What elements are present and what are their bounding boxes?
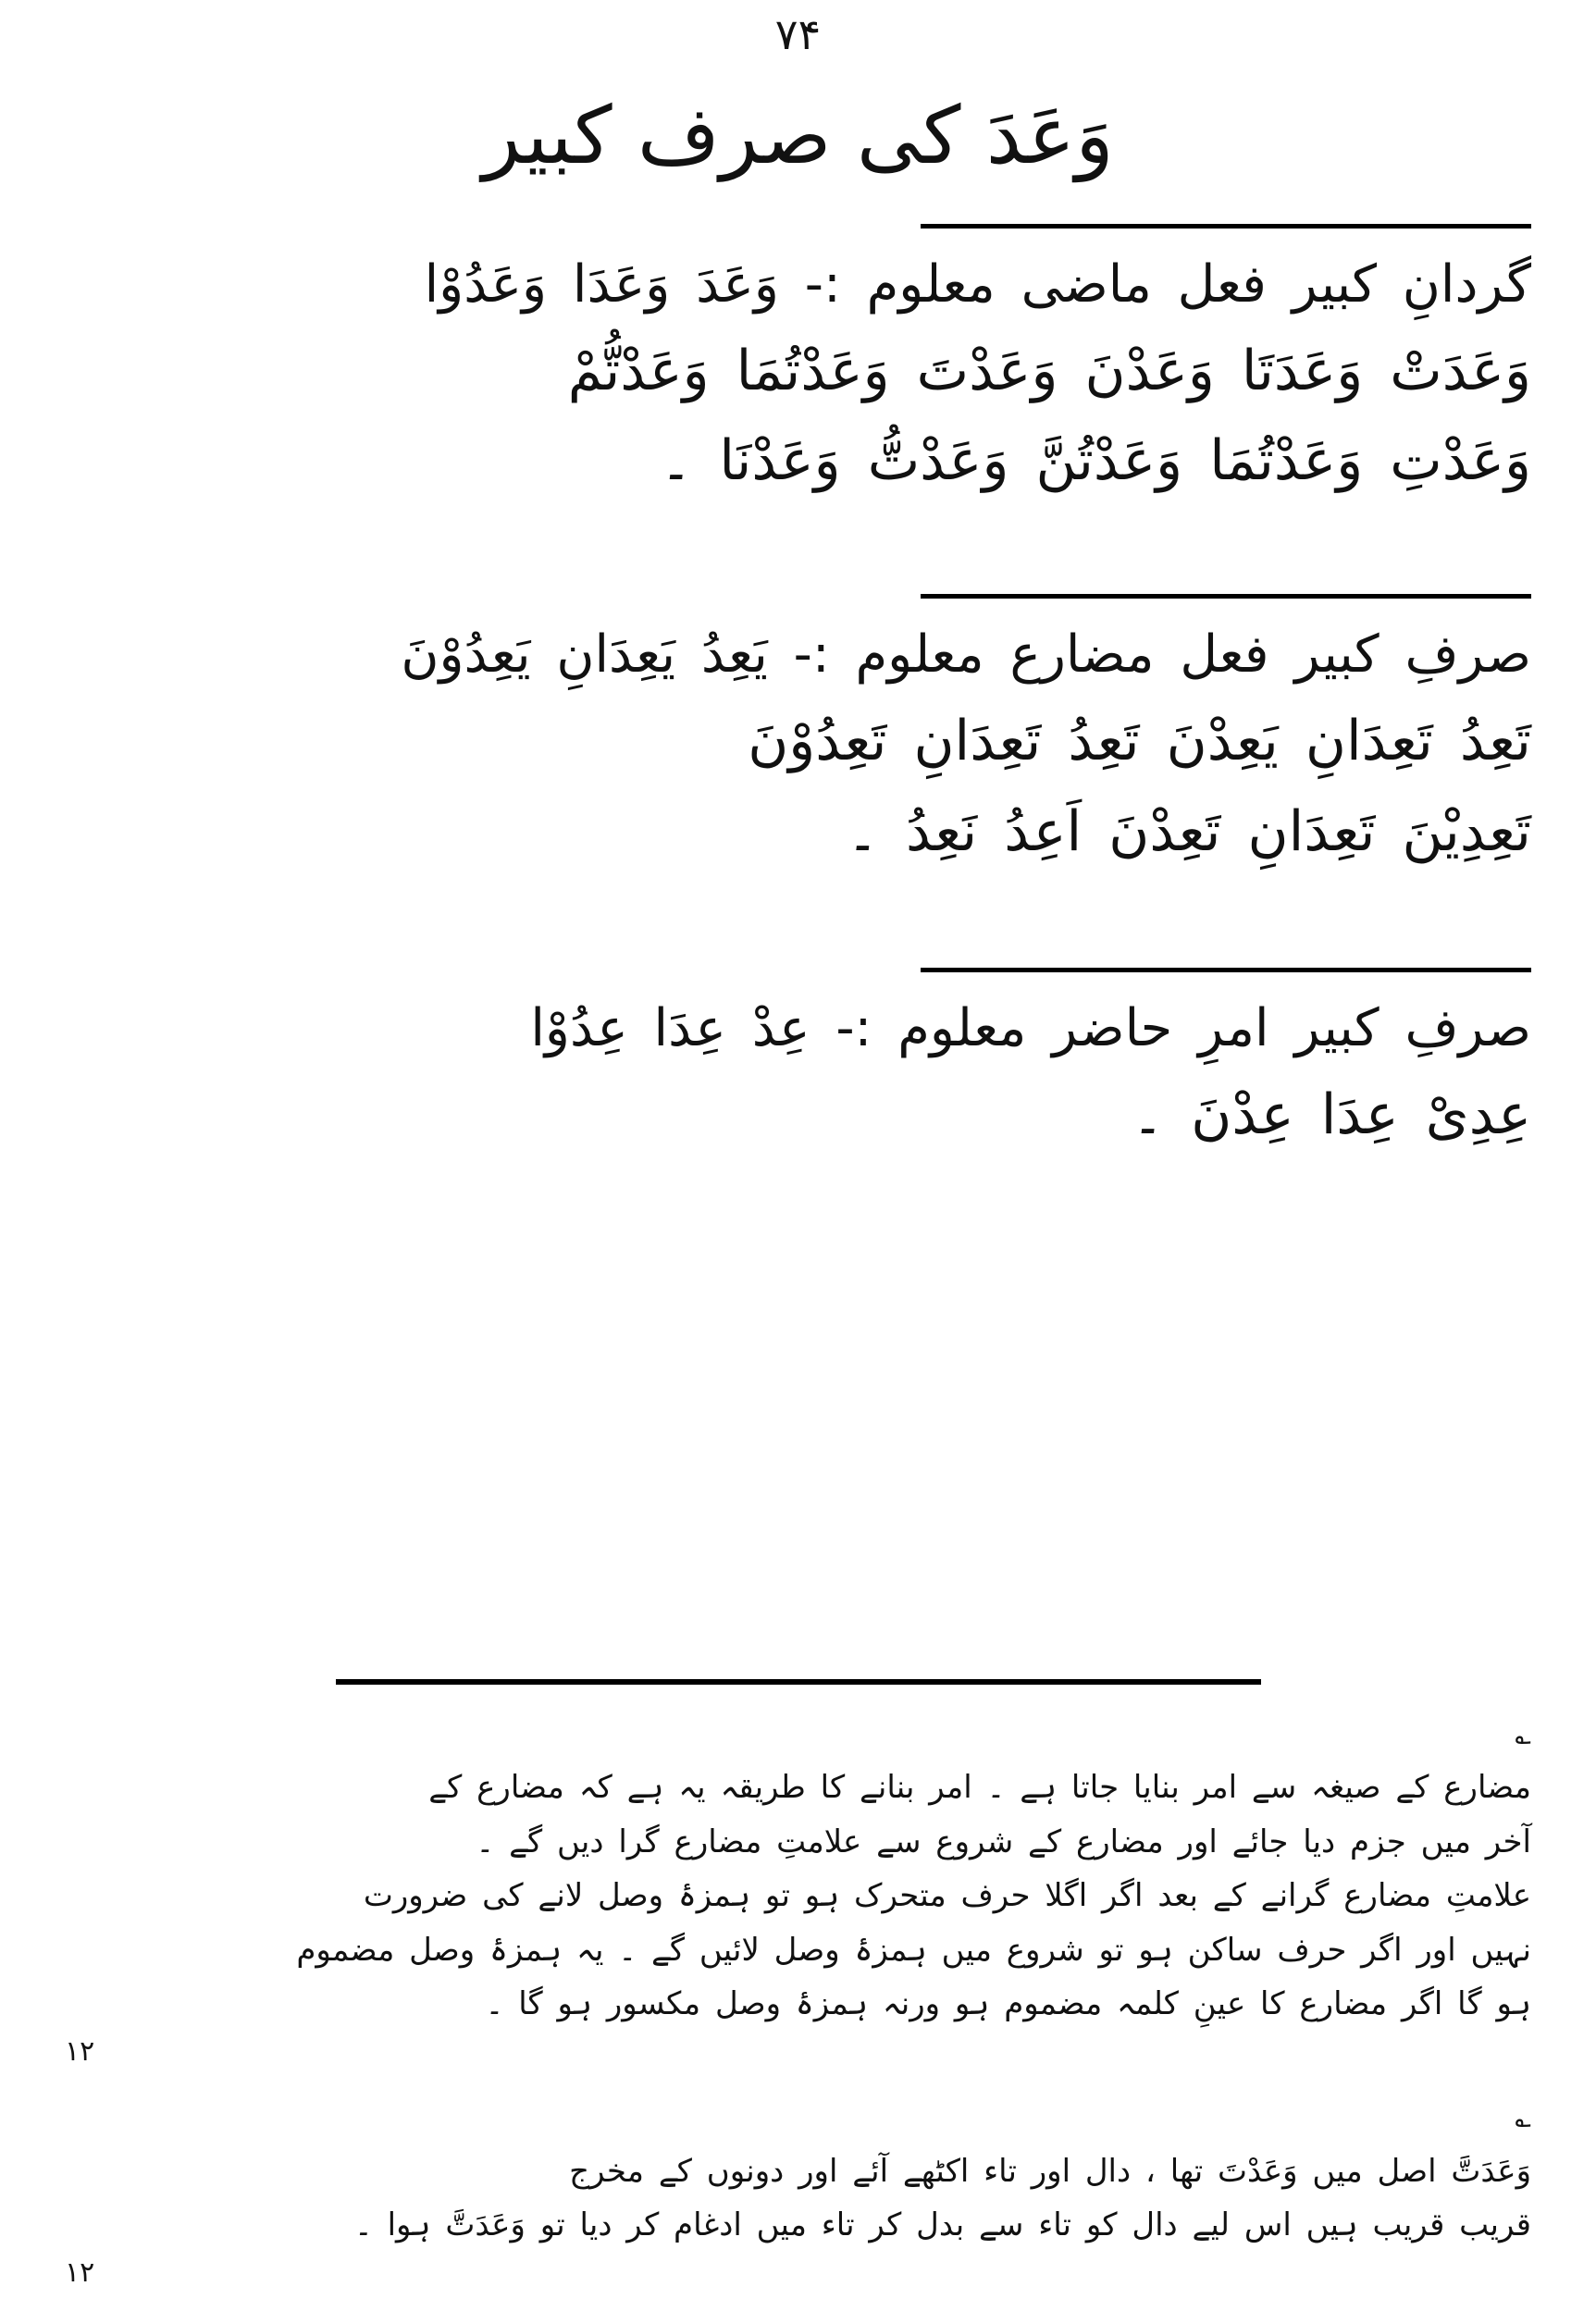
section-past-tense-body: [65, 243, 1531, 507]
section-present-tense-body: [65, 613, 1531, 877]
imperative-line-1: صرفِ کبیر امرِ حاضر معلوم :- عِدْ عِدَا عِدُوْا: [530, 997, 1531, 1058]
footnote-1-line-5: ہو گا اگر مضارع کا عینِ کلمہ مضموم ہو ورنہ ہمزۂ وصل مکسور ہو گا ۔: [485, 1985, 1531, 2023]
past-tense-line-3: وَعَدْتِ وَعَدْتُمَا وَعَدْتُنَّ وَعَدْتُّ وَعَدْنَا ۔: [660, 428, 1531, 494]
past-tense-line-2: وَعَدَتْ وَعَدَتَا وَعَدْنَ وَعَدْتَ وَعَدْتُمَا وَعَدْتُّمْ: [567, 339, 1531, 404]
footnote-marker: ؎: [1515, 2102, 1531, 2135]
spacer-2: [65, 908, 1531, 968]
footnote-1: [65, 1707, 1531, 2075]
footnote-1-line-2: آخر میں جزم دیا جائے اور مضارع کے شروع سے علامتِ مضارع گرا دیں گے ۔: [476, 1823, 1531, 1860]
section-rule: [921, 224, 1531, 229]
section-imperative-body: [65, 987, 1531, 1161]
footnote-marker: ؎: [1515, 1719, 1531, 1751]
footnote-divider: [336, 1679, 1261, 1685]
spacer-1: [65, 538, 1531, 594]
present-tense-line-2: تَعِدُ تَعِدَانِ یَعِدْنَ تَعِدُ تَعِدَانِ تَعِدُوْنَ: [748, 709, 1531, 774]
footnote-2-line-2: قریب قریب ہیں اس لیے دال کو تاء سے بدل کر تاء میں ادغام کر دیا تو وَعَدَتَّ ہوا ۔: [353, 2206, 1531, 2244]
page-title: وَعَدَ کی صرف کبیر: [482, 90, 1114, 182]
past-tense-line-1: گردانِ کبیر فعل ماضی معلوم :- وَعَدَ وَعَدَا وَعَدُوْا: [424, 253, 1531, 315]
footnote-1-line-1: مضارع کے صیغہ سے امر بنایا جاتا ہے ۔ امر بنانے کا طریقہ یہ ہے کہ مضارع کے: [428, 1769, 1531, 1807]
present-tense-line-3: تَعِدِیْنَ تَعِدَانِ تَعِدْنَ اَعِدُ نَعِدُ ۔: [846, 798, 1531, 864]
page-number: ۷۴: [774, 9, 822, 59]
section-rule: [921, 968, 1531, 972]
footnote-1-line-4: نہیں اور اگر حرف ساکن ہو تو شروع میں ہمزۂ وصل لائیں گے ۔ یہ ہمزۂ وصل مضموم: [296, 1931, 1531, 1969]
footnote-2-line-1: وَعَدَتَّ اصل میں وَعَدْتَ تھا ، دال اور تاء اکٹھے آئے اور دونوں کے مخرج: [569, 2152, 1531, 2190]
imperative-line-2: عِدِیْ عِدَا عِدْنَ ۔: [1132, 1082, 1531, 1148]
present-tense-line-1: صرفِ کبیر فعل مضارع معلوم :- یَعِدُ یَعِدَانِ یَعِدُوْنَ: [401, 624, 1531, 685]
section-past-tense: [65, 224, 1531, 507]
footnote-1-line-3: علامتِ مضارع گرانے کے بعد اگر اگلا حرف متحرک ہو تو ہمزۂ وصل لانے کی ضرورت: [363, 1877, 1531, 1915]
footnote-2: [65, 2090, 1531, 2296]
section-rule: [921, 594, 1531, 599]
section-imperative: [65, 968, 1531, 1161]
footnote-2-tail: ۱۲: [65, 2255, 95, 2289]
footnotes: [65, 1707, 1531, 2311]
footnote-1-tail: ۱۲: [65, 2034, 95, 2068]
section-present-tense: [65, 594, 1531, 877]
